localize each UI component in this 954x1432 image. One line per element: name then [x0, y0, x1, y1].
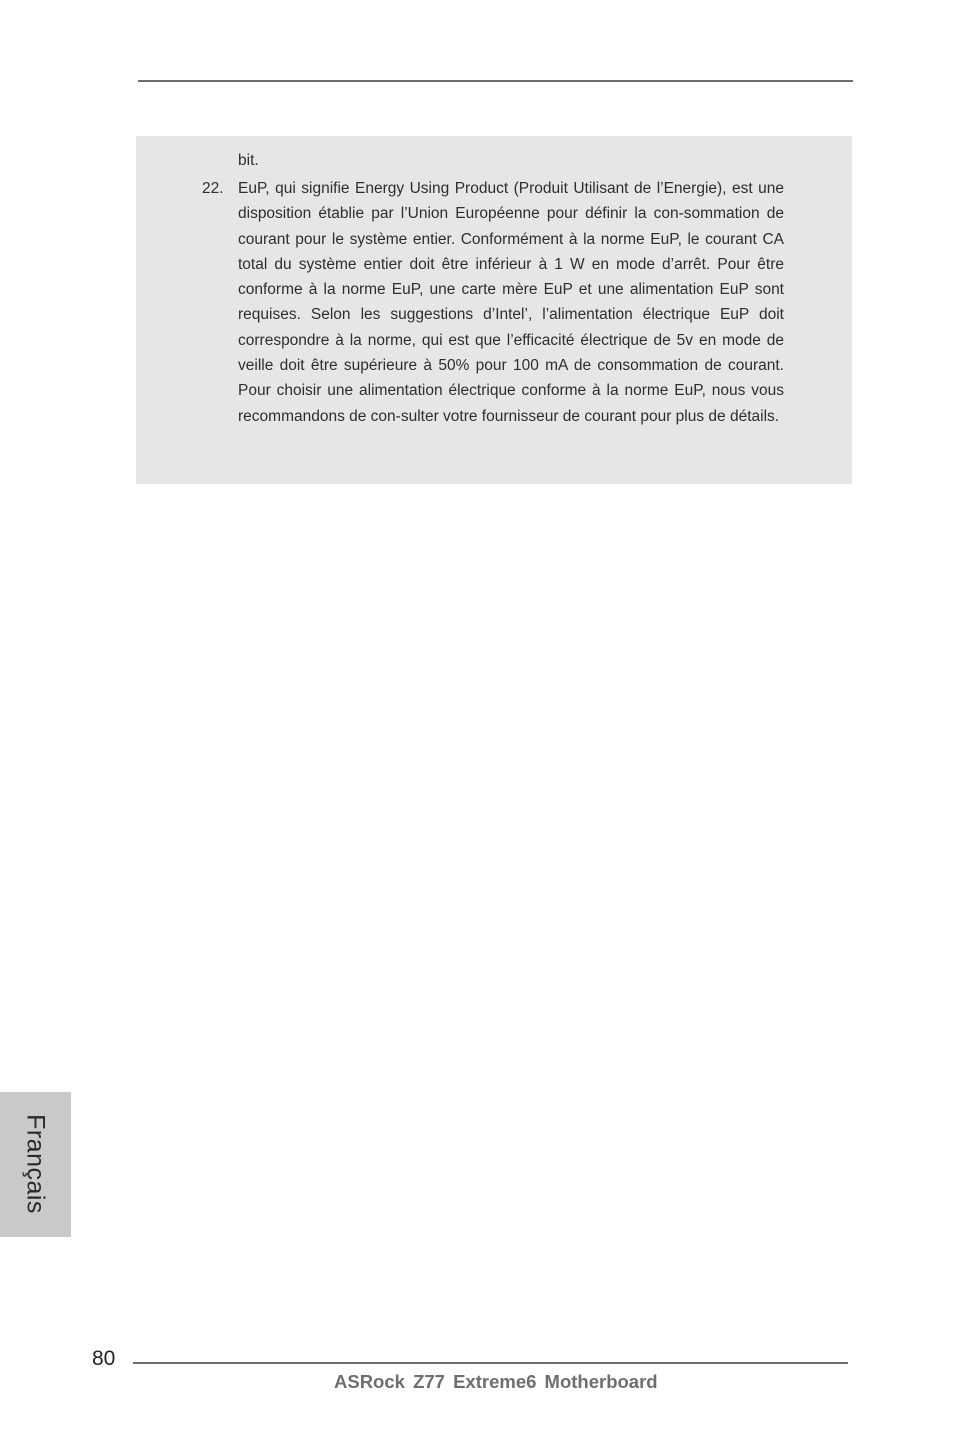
- header-divider: [138, 80, 853, 82]
- list-item: [202, 176, 784, 429]
- footer-divider: [133, 1362, 848, 1364]
- list-item-number: 22.: [202, 180, 224, 197]
- continuation-text: bit.: [238, 152, 259, 169]
- language-tab: [0, 1092, 71, 1237]
- page-number: 80: [92, 1347, 116, 1370]
- footer-product-title: ASRock Z77 Extreme6 Motherboard: [334, 1371, 658, 1392]
- list-item-text: EuP, qui signifie Energy Using Product (Produit Utilisant de l’Energie), est une disposition établie par l’Union Européenne pour définir la con-sommation de courant pour le système entier. Conformément à la norme EuP, le courant CA total du système entier doit être inférieur à 1 W en mode d’arrêt. Pour être conforme à la norme EuP, une carte mère EuP et une alimentation EuP sont requises. Selon les suggestions d’Intel’, l’alimentation électrique EuP doit correspondre à la norme, qui est que l’efficacité électrique de 5v en mode de veille doit être supérieure à 50% pour 100 mA de consommation de courant. Pour choisir une alimentation électrique conforme à la norme EuP, nous vous recommandons de con-sulter votre fournisseur de courant pour plus de détails.: [238, 180, 784, 425]
- language-tab-label: Français: [21, 1114, 50, 1214]
